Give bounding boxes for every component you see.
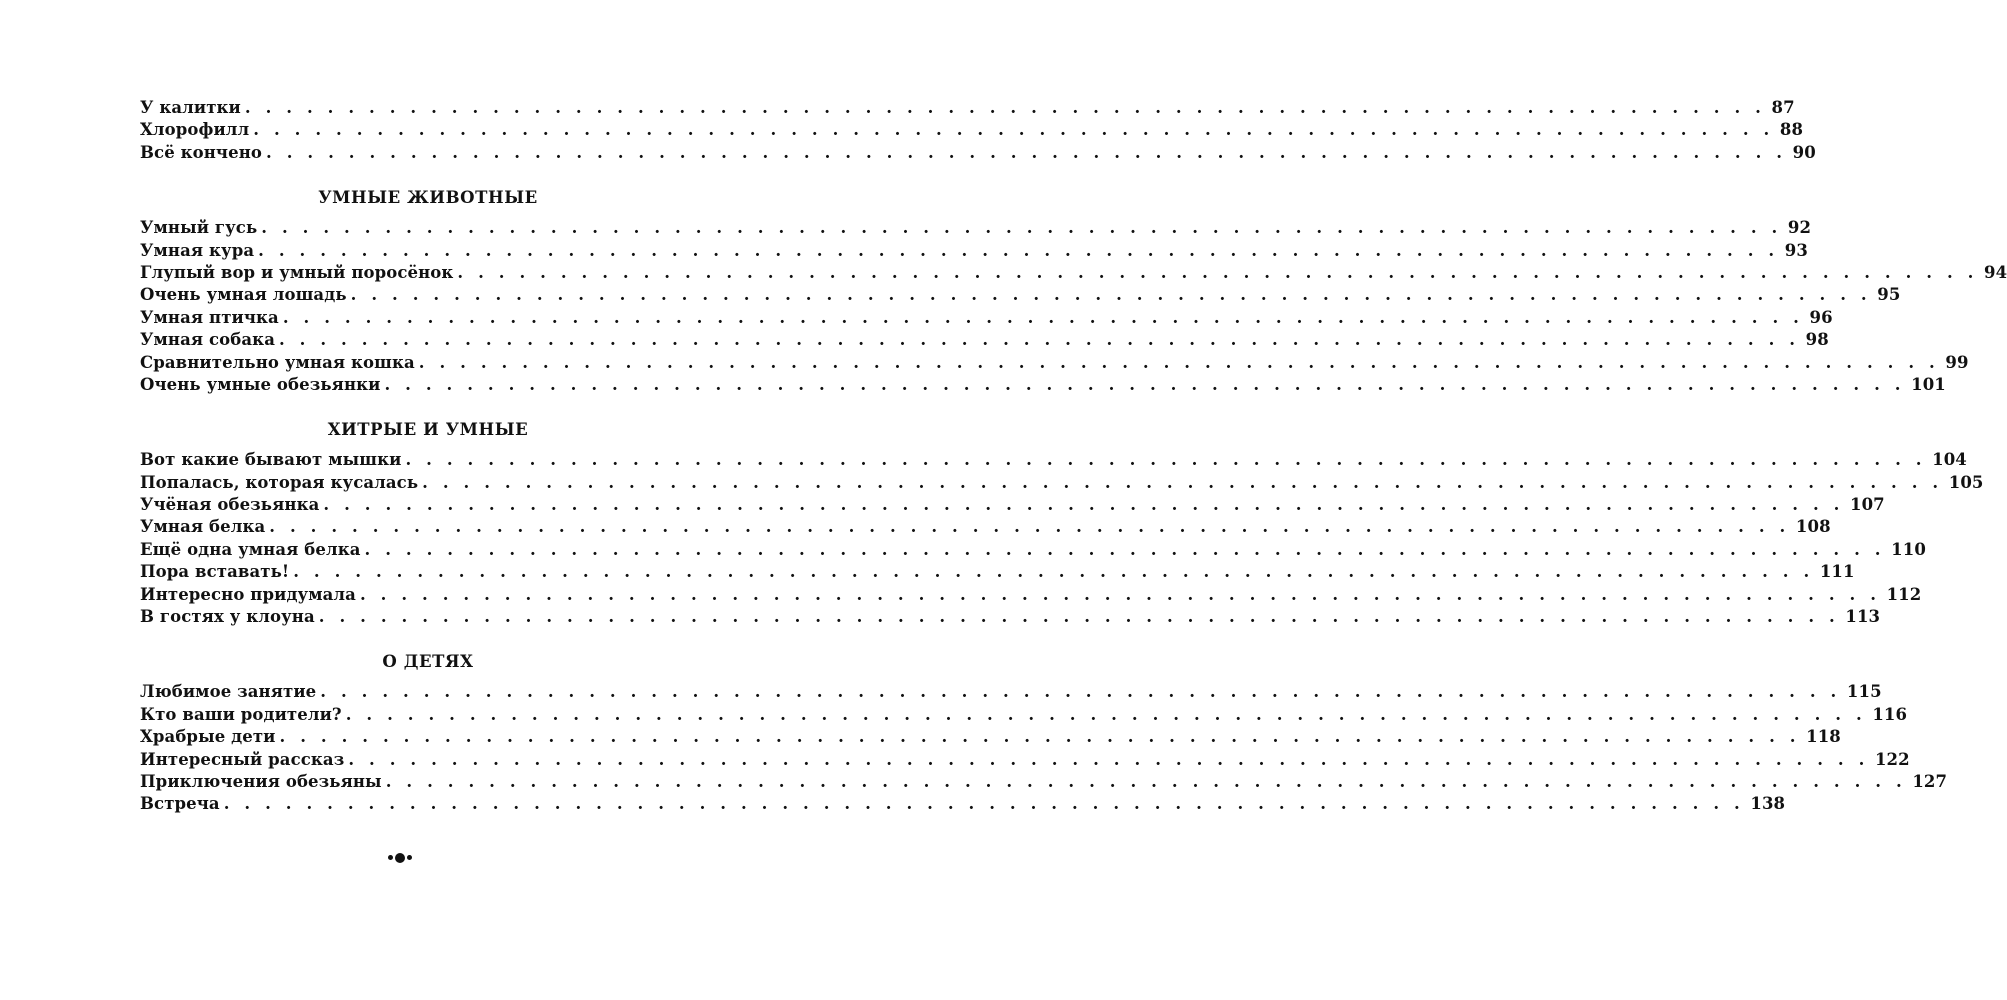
toc-entry[interactable] [140, 329, 1829, 351]
dot-leader: . . . . . . . . . . . . . . . . . . . . . . . . . . . . . . . . . . . . . . . . . . . . . . . . . . . . . . . . . . . . . . . . . . . . . . . . . . [350, 285, 1872, 305]
toc-entry-page: 108 [1795, 517, 1831, 537]
dot-leader: . . . . . . . . . . . . . . . . . . . . . . . . . . . . . . . . . . . . . . . . . . . . . . . . . . . . . . . . . . . . . . . . . . . . . . . . . . [253, 120, 1774, 140]
toc-entry-page: 99 [1945, 352, 1969, 372]
toc-entry-page: 112 [1886, 584, 1922, 604]
ornament-dot-small [388, 855, 393, 860]
dot-leader: . . . . . . . . . . . . . . . . . . . . . . . . . . . . . . . . . . . . . . . . . . . . . . . . . . . . . . . . . . . . . . . . . . . . . . . . . . [345, 704, 1867, 724]
toc-entry[interactable] [140, 606, 1881, 628]
toc-entry-title: Любимое занятие [140, 682, 317, 702]
toc-entry-title: Глупый вор и умный поросёнок [140, 262, 454, 282]
dot-leader: . . . . . . . . . . . . . . . . . . . . . . . . . . . . . . . . . . . . . . . . . . . . . . . . . . . . . . . . . . . . . . . . . . . . . . . . . . [266, 142, 1787, 162]
toc-entry-page: 90 [1792, 142, 1816, 162]
section-heading: ХИТРЫЕ И УМНЫЕ [327, 420, 529, 440]
toc-entry[interactable] [140, 516, 1831, 538]
toc-entry[interactable] [140, 142, 1816, 164]
dot-leader: . . . . . . . . . . . . . . . . . . . . . . . . . . . . . . . . . . . . . . . . . . . . . . . . . . . . . . . . . . . . . . . . . . . . . . . . . . [405, 450, 1927, 470]
dot-leader: . . . . . . . . . . . . . . . . . . . . . . . . . . . . . . . . . . . . . . . . . . . . . . . . . . . . . . . . . . . . . . . . . . . . . . . . . . [422, 472, 1943, 492]
toc-entry-page: 101 [1911, 374, 1946, 394]
dot-leader: . . . . . . . . . . . . . . . . . . . . . . . . . . . . . . . . . . . . . . . . . . . . . . . . . . . . . . . . . . . . . . . . . . . . . . . . . . [261, 218, 1782, 238]
dot-leader: . . . . . . . . . . . . . . . . . . . . . . . . . . . . . . . . . . . . . . . . . . . . . . . . . . . . . . . . . . . . . . . . . . . . . . . . . . [282, 307, 1804, 327]
toc-entry-page: 95 [1877, 285, 1901, 305]
dot-leader: . . . . . . . . . . . . . . . . . . . . . . . . . . . . . . . . . . . . . . . . . . . . . . . . . . . . . . . . . . . . . . . . . . . . . . . . . . [418, 352, 1940, 372]
toc-entry-title: Учёная обезьянка [140, 495, 320, 515]
toc-entry[interactable] [140, 539, 1926, 561]
toc-entry-title: Очень умные обезьянки [140, 374, 381, 394]
toc-entry-page: 98 [1805, 330, 1829, 350]
toc-entry-title: Очень умная лошадь [140, 285, 347, 305]
toc-entry-page: 127 [1912, 771, 1948, 791]
ornament-dot-big [395, 853, 405, 863]
toc-entry-page: 104 [1932, 450, 1967, 470]
toc-section [140, 97, 1816, 164]
toc-entry-page: 107 [1850, 495, 1885, 515]
dot-leader: . . . . . . . . . . . . . . . . . . . . . . . . . . . . . . . . . . . . . . . . . . . . . . . . . . . . . . . . . . . . . . . . . . . . . . . . . . [323, 495, 1845, 515]
ornament-dot-small [407, 855, 412, 860]
toc-entry-page: 113 [1845, 607, 1881, 627]
toc-entry-page: 87 [1771, 98, 1795, 117]
table-of-contents [140, 97, 2007, 816]
toc-entry-title: В гостях у клоуна [140, 607, 315, 627]
toc-entry-page: 116 [1872, 704, 1908, 724]
toc-entry-title: Кто ваши родители? [140, 704, 342, 724]
toc-entry-title: Умная птичка [140, 307, 279, 327]
dot-leader: . . . . . . . . . . . . . . . . . . . . . . . . . . . . . . . . . . . . . . . . . . . . . . . . . . . . . . . . . . . . . . . . . . . . . . . . . . [258, 240, 1779, 260]
toc-entry-title: Сравнительно умная кошка [140, 352, 415, 372]
dot-leader: . . . . . . . . . . . . . . . . . . . . . . . . . . . . . . . . . . . . . . . . . . . . . . . . . . . . . . . . . . . . . . . . . . . . . . . . . . [278, 330, 1800, 350]
toc-entry[interactable] [140, 284, 1901, 306]
dot-leader: . . . . . . . . . . . . . . . . . . . . . . . . . . . . . . . . . . . . . . . . . . . . . . . . . . . . . . . . . . . . . . . . . . . . . . . . . . [223, 794, 1745, 814]
dot-leader: . . . . . . . . . . . . . . . . . . . . . . . . . . . . . . . . . . . . . . . . . . . . . . . . . . . . . . . . . . . . . . . . . . . . . . . . . . [385, 771, 1907, 791]
toc-entry[interactable] [140, 561, 1855, 583]
toc-entry-title: У калитки [140, 98, 241, 117]
toc-entry[interactable] [140, 681, 1882, 703]
dot-leader: . . . . . . . . . . . . . . . . . . . . . . . . . . . . . . . . . . . . . . . . . . . . . . . . . . . . . . . . . . . . . . . . . . . . . . . . . . [384, 374, 1906, 394]
dot-leader: . . . . . . . . . . . . . . . . . . . . . . . . . . . . . . . . . . . . . . . . . . . . . . . . . . . . . . . . . . . . . . . . . . . . . . . . . . [457, 262, 1979, 282]
ornament-dots-icon [0, 846, 800, 866]
toc-entry-page: 105 [1948, 472, 1984, 492]
toc-entry[interactable] [140, 217, 1812, 239]
dot-leader: . . . . . . . . . . . . . . . . . . . . . . . . . . . . . . . . . . . . . . . . . . . . . . . . . . . . . . . . . . . . . . . . . . . . . . . . . . [269, 517, 1790, 537]
toc-section [140, 650, 1948, 815]
toc-entry[interactable] [140, 793, 1786, 815]
dot-leader: . . . . . . . . . . . . . . . . . . . . . . . . . . . . . . . . . . . . . . . . . . . . . . . . . . . . . . . . . . . . . . . . . . . . . . . . . . [320, 682, 1841, 702]
toc-entry-page: 111 [1819, 562, 1855, 582]
section-heading: УМНЫЕ ЖИВОТНЫЕ [318, 188, 538, 208]
toc-entry-page: 110 [1891, 539, 1926, 559]
toc-entry[interactable] [140, 726, 1841, 748]
toc-entry-title: Хлорофилл [140, 120, 250, 140]
toc-section [140, 418, 1984, 628]
toc-entry[interactable] [140, 262, 2007, 284]
toc-entry-page: 115 [1846, 682, 1882, 702]
toc-entry-title: Умная белка [140, 517, 266, 537]
toc-entry-title: Всё кончено [140, 142, 262, 162]
toc-entry-page: 94 [1984, 262, 2007, 282]
toc-entry[interactable] [140, 704, 1908, 726]
toc-entry-page: 122 [1874, 749, 1910, 769]
dot-leader: . . . . . . . . . . . . . . . . . . . . . . . . . . . . . . . . . . . . . . . . . . . . . . . . . . . . . . . . . . . . . . . . . . . . . . . . . . [293, 562, 1814, 582]
toc-entry-title: Попалась, которая кусалась [140, 472, 419, 492]
section-heading: О ДЕТЯХ [382, 652, 474, 672]
toc-entry[interactable] [140, 472, 1984, 494]
toc-entry[interactable] [140, 374, 1946, 396]
toc-section [140, 186, 2007, 396]
toc-entry[interactable] [140, 240, 1808, 262]
toc-entry-title: Интересно придумала [140, 584, 356, 604]
dot-leader: . . . . . . . . . . . . . . . . . . . . . . . . . . . . . . . . . . . . . . . . . . . . . . . . . . . . . . . . . . . . . . . . . . . . . . . . . . [359, 584, 1881, 604]
toc-entry-title: Умная собака [140, 330, 275, 350]
dot-leader: . . . . . . . . . . . . . . . . . . . . . . . . . . . . . . . . . . . . . . . . . . . . . . . . . . . . . . . . . . . . . . . . . . . . . . . . . . [279, 727, 1801, 747]
toc-entry[interactable] [140, 494, 1885, 516]
toc-entry-title: Храбрые дети [140, 727, 276, 747]
toc-entry[interactable] [140, 771, 1948, 793]
dot-leader: . . . . . . . . . . . . . . . . . . . . . . . . . . . . . . . . . . . . . . . . . . . . . . . . . . . . . . . . . . . . . . . . . . . . . . . . . . [244, 98, 1766, 117]
toc-entry-page: 138 [1750, 794, 1786, 814]
toc-entry-page: 88 [1779, 120, 1804, 140]
toc-entry[interactable] [140, 307, 1833, 329]
toc-entry[interactable] [140, 749, 1910, 771]
toc-entry[interactable] [140, 584, 1922, 606]
toc-entry[interactable] [140, 449, 1967, 471]
toc-entry-title: Умный гусь [140, 218, 258, 238]
dot-leader: . . . . . . . . . . . . . . . . . . . . . . . . . . . . . . . . . . . . . . . . . . . . . . . . . . . . . . . . . . . . . . . . . . . . . . . . . . [318, 607, 1840, 627]
toc-entry-page: 93 [1784, 240, 1808, 260]
toc-entry[interactable] [140, 97, 1795, 119]
toc-entry[interactable] [140, 352, 1969, 374]
toc-entry-title: Приключения обезьяны [140, 771, 382, 791]
toc-entry-title: Встреча [140, 794, 220, 814]
toc-entry-title: Ещё одна умная белка [140, 539, 361, 559]
toc-entry-title: Вот какие бывают мышки [140, 450, 402, 470]
toc-entry-title: Умная кура [140, 240, 255, 260]
toc-entry-page: 118 [1806, 727, 1841, 747]
toc-entry-title: Пора вставать! [140, 562, 290, 582]
dot-leader: . . . . . . . . . . . . . . . . . . . . . . . . . . . . . . . . . . . . . . . . . . . . . . . . . . . . . . . . . . . . . . . . . . . . . . . . . . [348, 749, 1869, 769]
toc-entry-page: 96 [1809, 307, 1833, 327]
toc-entry-title: Интересный рассказ [140, 749, 345, 769]
dot-leader: . . . . . . . . . . . . . . . . . . . . . . . . . . . . . . . . . . . . . . . . . . . . . . . . . . . . . . . . . . . . . . . . . . . . . . . . . . [364, 539, 1886, 559]
toc-entry[interactable] [140, 119, 1804, 141]
toc-entry-page: 92 [1787, 218, 1812, 238]
